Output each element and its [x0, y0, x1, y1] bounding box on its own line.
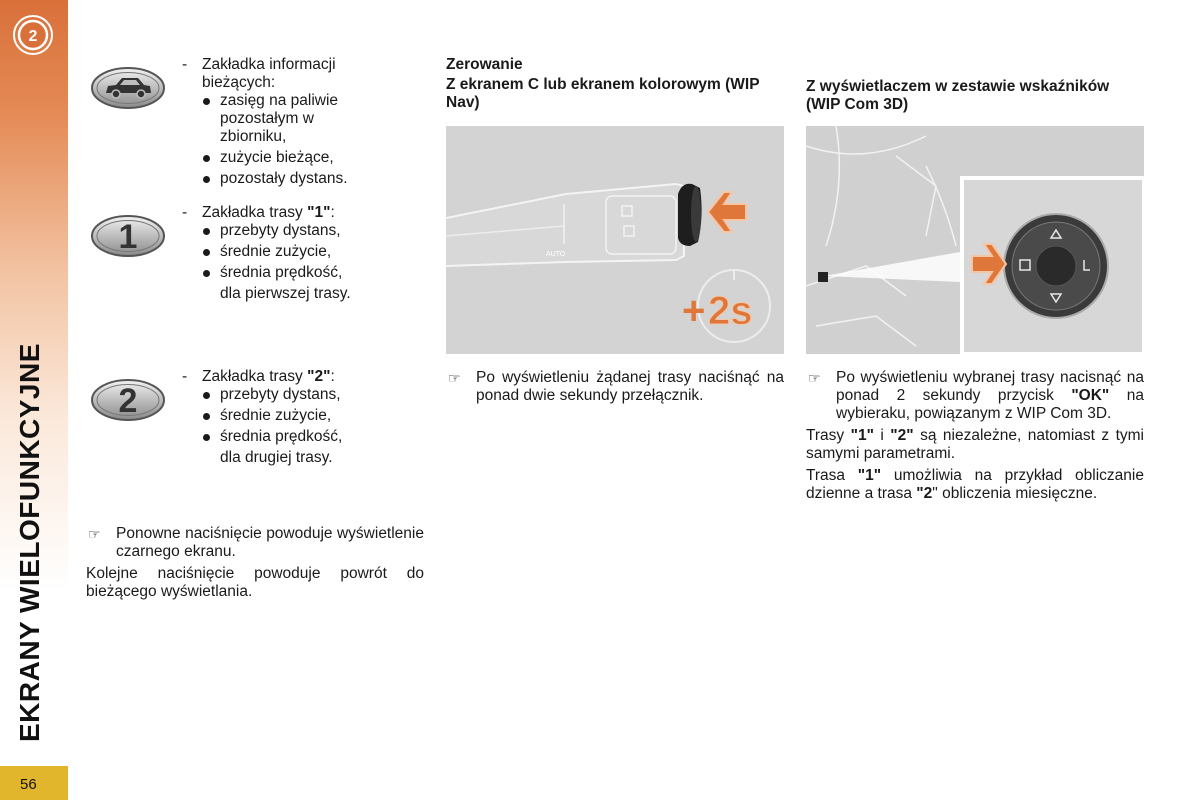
- list-item: przebyty dystans,: [202, 386, 422, 404]
- dash: -: [182, 56, 188, 73]
- left-paragraph: Kolejne naciśnięcie powoduje powrót do bieżącego wyświetlania.: [86, 565, 424, 600]
- list-item: zużycie bieżące,: [202, 149, 422, 167]
- dashboard-illustration: [806, 126, 1144, 354]
- tab-trip1-number: "1": [307, 204, 331, 221]
- text: są niezależne, natomiast z tymi samymi parametrami.: [806, 427, 1144, 462]
- dash: -: [182, 368, 188, 385]
- tab-current-list: [202, 92, 422, 188]
- stalk-label-auto: AUTO: [546, 251, 566, 258]
- plus-label: +: [682, 289, 706, 333]
- number-1-icon: [90, 214, 166, 258]
- page-number: 56: [0, 766, 68, 800]
- trip-2-label: "2: [916, 485, 933, 502]
- pointing-hand-icon: ☞: [88, 526, 101, 542]
- pointing-hand-icon: ☞: [448, 370, 461, 386]
- steering-wheel-image: [806, 126, 1144, 354]
- text: umożliwia na przykład obliczanie dzienne a trasa: [806, 467, 1144, 502]
- list-item: średnie zużycie,: [202, 407, 422, 425]
- right-note-text: Po wyświetleniu wybranej trasy nacisnąć na ponad 2 sekundy przycisk: [836, 369, 1144, 404]
- tab-current-heading: Zakładka informacji bieżących:: [202, 56, 336, 91]
- list-item: przebyty dystans,: [202, 222, 422, 240]
- right-subtitle: Z wyświetlaczem w zestawie wskaźników (WIP Com 3D): [806, 78, 1110, 113]
- list-item: zasięg na paliwie pozostałym w zbiorniku,: [202, 92, 372, 146]
- tab-trip1-heading: Zakładka trasy: [202, 204, 308, 221]
- text: Trasy: [806, 427, 851, 444]
- text: Trasa: [806, 467, 858, 484]
- right-note-text-end: na wybieraku, powiązanym z WIP Com 3D.: [836, 387, 1144, 422]
- number-2-icon: [90, 378, 166, 422]
- section-title: Zerowanie: [446, 56, 523, 73]
- stalk-illustration: [446, 126, 784, 354]
- chapter-title: EKRANY WIELOFUNKCYJNE: [14, 343, 45, 742]
- pointing-hand-icon: ☞: [808, 370, 821, 386]
- tab-current-section: [182, 56, 422, 188]
- trip-1-label: "1": [850, 427, 874, 444]
- tab-trip2-list: [202, 386, 422, 446]
- text: i: [873, 427, 891, 444]
- ok-label: "OK": [1071, 387, 1110, 404]
- list-item: średnia prędkość,: [202, 428, 422, 446]
- right-paragraph-2: [806, 467, 1144, 503]
- list-item: średnia prędkość,: [202, 264, 422, 282]
- colon: :: [330, 204, 335, 221]
- left-note-text: Ponowne naciśnięcie powoduje wyświetlenie czarnego ekranu.: [116, 525, 424, 560]
- chapter-sidebar: [0, 0, 68, 800]
- trip-1-label: "1": [857, 467, 882, 484]
- tab-trip1-section: [182, 204, 422, 303]
- stalk-switch-image: [446, 126, 784, 354]
- tab-trip1-tail: dla pierwszej trasy.: [220, 285, 351, 302]
- text: " obliczenia miesięczne.: [932, 485, 1098, 502]
- middle-note: [446, 369, 784, 405]
- tab-trip2-number: "2": [307, 368, 331, 385]
- tab-trip2-section: [182, 368, 422, 467]
- chapter-number: 2: [28, 28, 38, 45]
- right-note: [806, 369, 1144, 503]
- dash: -: [182, 204, 188, 221]
- left-note: [86, 525, 424, 601]
- list-item: pozostały dystans.: [202, 170, 422, 188]
- right-paragraph-1: [806, 427, 1144, 463]
- colon: :: [330, 368, 335, 385]
- tab-trip2-heading: Zakładka trasy: [202, 368, 308, 385]
- list-item: średnie zużycie,: [202, 243, 422, 261]
- chapter-badge-icon: [12, 14, 54, 56]
- middle-subtitle: Z ekranem C lub ekranem kolorowym (WIP Nav): [446, 76, 760, 111]
- tab-trip2-tail: dla drugiej trasy.: [220, 449, 333, 466]
- middle-note-text: Po wyświetleniu żądanej trasy naciśnąć na ponad dwie sekundy przełącznik.: [476, 369, 784, 404]
- badge-1: 1: [118, 218, 138, 256]
- tab-trip1-list: [202, 222, 422, 282]
- car-icon: [90, 66, 166, 110]
- trip-2-label: "2": [890, 427, 914, 444]
- time-label: 2s: [708, 289, 753, 333]
- badge-2: 2: [118, 382, 138, 420]
